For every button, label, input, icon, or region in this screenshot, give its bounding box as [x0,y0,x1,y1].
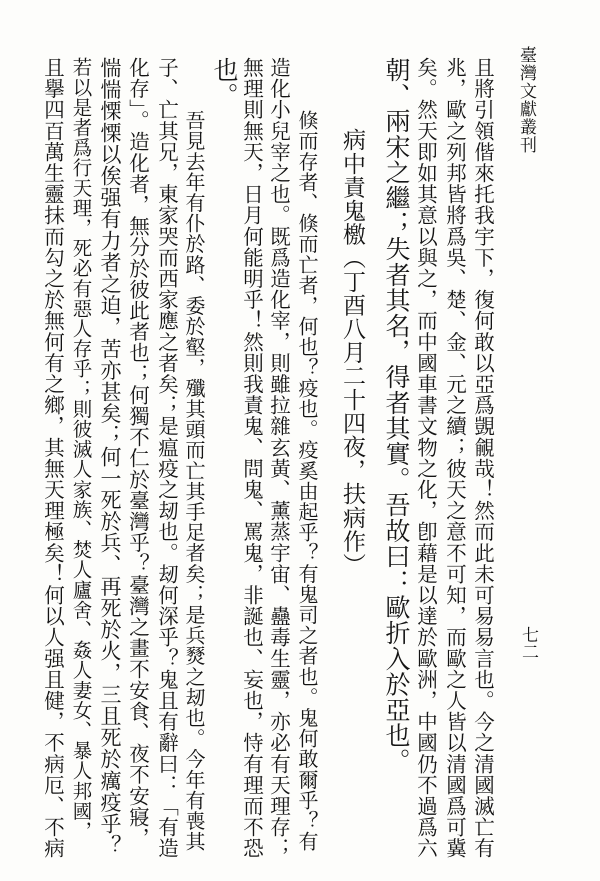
text-column: 子、亡其兄，東家哭而西家應之者矣；是瘟疫之刼也。刼何深乎？鬼且有辭曰：「有造 [154,57,179,859]
text-column: 吾見去年有仆於路、委於壑，殲其頭而亡其手足者矣；是兵燹之刼也。今年有喪其 [182,110,206,852]
text-column: 矣。然天即如其意以與之，而中國車書文物之化，卽藉是以達於歐洲，中國仍不過爲六 [413,57,438,859]
page-number: 七二 [518,626,538,660]
text-column: 也。 [210,57,239,109]
text-column: 化存」。造化者，無分於彼此者也；何獨不仁於臺灣乎？臺灣之畫不安食、夜不安寢， [125,57,150,849]
text-column: 無理則無天，日月何能明乎！然則我責鬼、問鬼、罵鬼，非誕也、妄也，恃有理而不恐 [239,57,264,859]
text-column: 且擧四百萬生靈抹而勾之於無何有之鄉，其無天理極矣！何以人强且健，不病厄、不病 [40,57,65,859]
text-column: 倏而存者、倏而亡者，何也？疫也。疫奚由起乎？有鬼司之者也。鬼何敢爾乎？有 [295,110,319,852]
text-column: 且將引領偕來托我宇下，復何敢以亞爲覬覦哉！然而此未可易易言也。今之清國滅亡有 [470,57,495,859]
text-column: 若以是者爲行天理，死必有惡人存乎；則彼滅人家族、焚人廬舍、姦人妻女、暴人邦國， [69,57,93,841]
text-column: 朝、兩宋之繼；失者其名，得者其實。吾故曰：歐折入於亞也。 [382,57,411,774]
text-column: 造化小兒宰之也。既爲造化宰，則雖拉雜玄黃、薰蒸宇宙、蠱毒生靈，亦必有天理存； [266,57,291,859]
series-title-header: 臺灣文獻叢刊 [516,46,536,154]
text-column: 惴惴慄慄以俟强有力者之迫，苦亦甚矣；何一死於兵、再死於火，三且死於癘疫乎？ [98,57,122,857]
text-column: 兆，歐之列邦皆將爲吳、楚、金、元之續；彼天之意不可知，而歐之人皆以清國爲可冀 [442,57,467,859]
essay-title: 病中責鬼檄（丁酉八月二十四夜，扶病作） [339,128,365,577]
